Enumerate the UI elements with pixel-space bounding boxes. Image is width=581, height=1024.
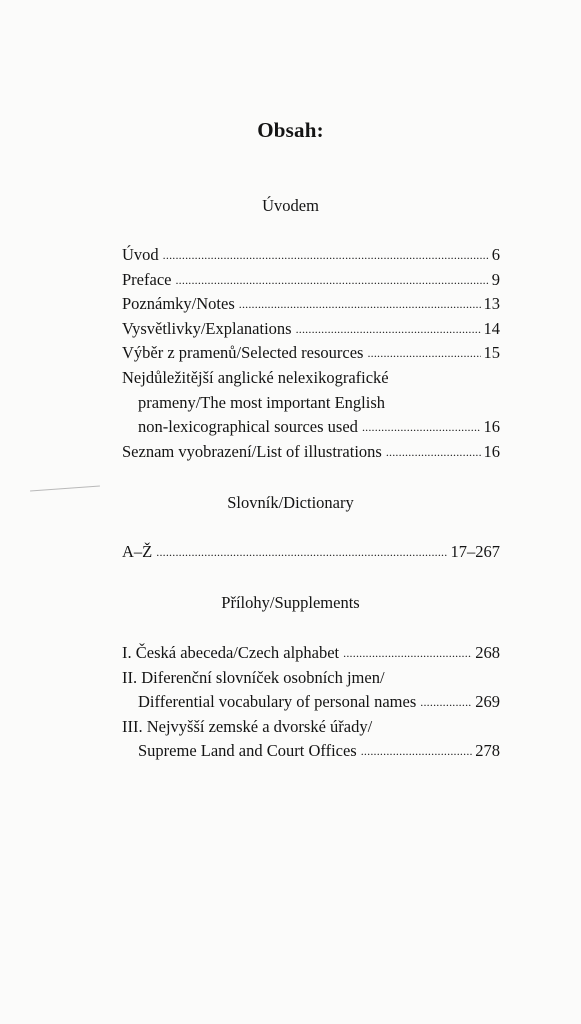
toc-supplements (122, 641, 500, 764)
toc-entry-page: 16 (483, 441, 500, 461)
page-title: Obsah: (257, 118, 324, 142)
toc-entry-personal-names (122, 690, 500, 715)
leader-dots (367, 341, 480, 366)
toc-entry-page: 9 (491, 269, 500, 289)
toc-entry-label: Preface (122, 269, 172, 289)
toc-uvodem (122, 243, 500, 464)
toc-entry-a-z (122, 540, 500, 565)
toc-entry-uvod (122, 243, 500, 268)
toc-entry-selected-resources (122, 341, 500, 366)
toc-entry-preface (122, 268, 500, 293)
margin-pencil-mark (30, 486, 100, 492)
toc-entry-page: 13 (483, 294, 500, 314)
toc-entry-page: 278 (475, 741, 500, 761)
section-heading-dictionary: Slovník/Dictionary (227, 493, 354, 512)
toc-entry-page: 16 (483, 417, 500, 437)
toc-entry-sources-line1: Nejdůležitější anglické nelexikografické (122, 367, 389, 387)
toc-entry-page: 6 (491, 245, 500, 264)
toc-entry-label: Vysvětlivky/Explanations (122, 318, 292, 338)
leader-dots (420, 690, 472, 715)
toc-entry-czech-alphabet (122, 641, 500, 666)
leader-dots (362, 415, 481, 440)
toc-entry-notes (122, 292, 500, 317)
leader-dots (239, 292, 481, 317)
toc-entry-label: Výběr z pramenů/Selected resources (122, 343, 364, 363)
toc-entry-page: 15 (483, 343, 500, 363)
leader-dots (296, 317, 481, 342)
toc-entry-page: 17–267 (450, 542, 500, 561)
toc-entry-label: Poznámky/Notes (122, 294, 235, 314)
section-heading-supplements: Přílohy/Supplements (221, 593, 360, 612)
toc-entry-offices-line1: III. Nejvyšší zemské a dvorské úřady/ (122, 716, 373, 736)
toc-entry-page: 268 (475, 643, 500, 662)
toc-entry-page: 14 (483, 318, 500, 338)
leader-dots (175, 268, 488, 293)
section-heading-uvodem: Úvodem (262, 196, 319, 215)
toc-entry-personal-names-line1: II. Diferenční slovníček osobních jmen/ (122, 667, 385, 687)
leader-dots (156, 540, 447, 565)
toc-entry-label: I. Česká abeceda/Czech alphabet (122, 643, 340, 662)
toc-entry-label: A–Ž (122, 542, 153, 561)
toc-entry-illustrations (122, 440, 500, 465)
leader-dots (386, 440, 481, 465)
leader-dots (343, 641, 472, 666)
toc-entry-explanations (122, 317, 500, 342)
toc-entry-label: Seznam vyobrazení/List of illustrations (122, 441, 382, 461)
toc-dictionary (122, 540, 500, 565)
toc-entry-label: Supreme Land and Court Offices (138, 741, 357, 761)
toc-entry-label: Differential vocabulary of personal names (138, 692, 417, 712)
toc-entry-sources (122, 415, 500, 440)
toc-entry-offices (122, 739, 500, 764)
toc-entry-page: 269 (475, 692, 500, 712)
toc-entry-sources-line2: prameny/The most important English (138, 392, 386, 412)
leader-dots (163, 243, 489, 268)
toc-entry-label: Úvod (122, 245, 159, 264)
toc-entry-label: non-lexicographical sources used (138, 417, 358, 437)
leader-dots (361, 739, 473, 764)
